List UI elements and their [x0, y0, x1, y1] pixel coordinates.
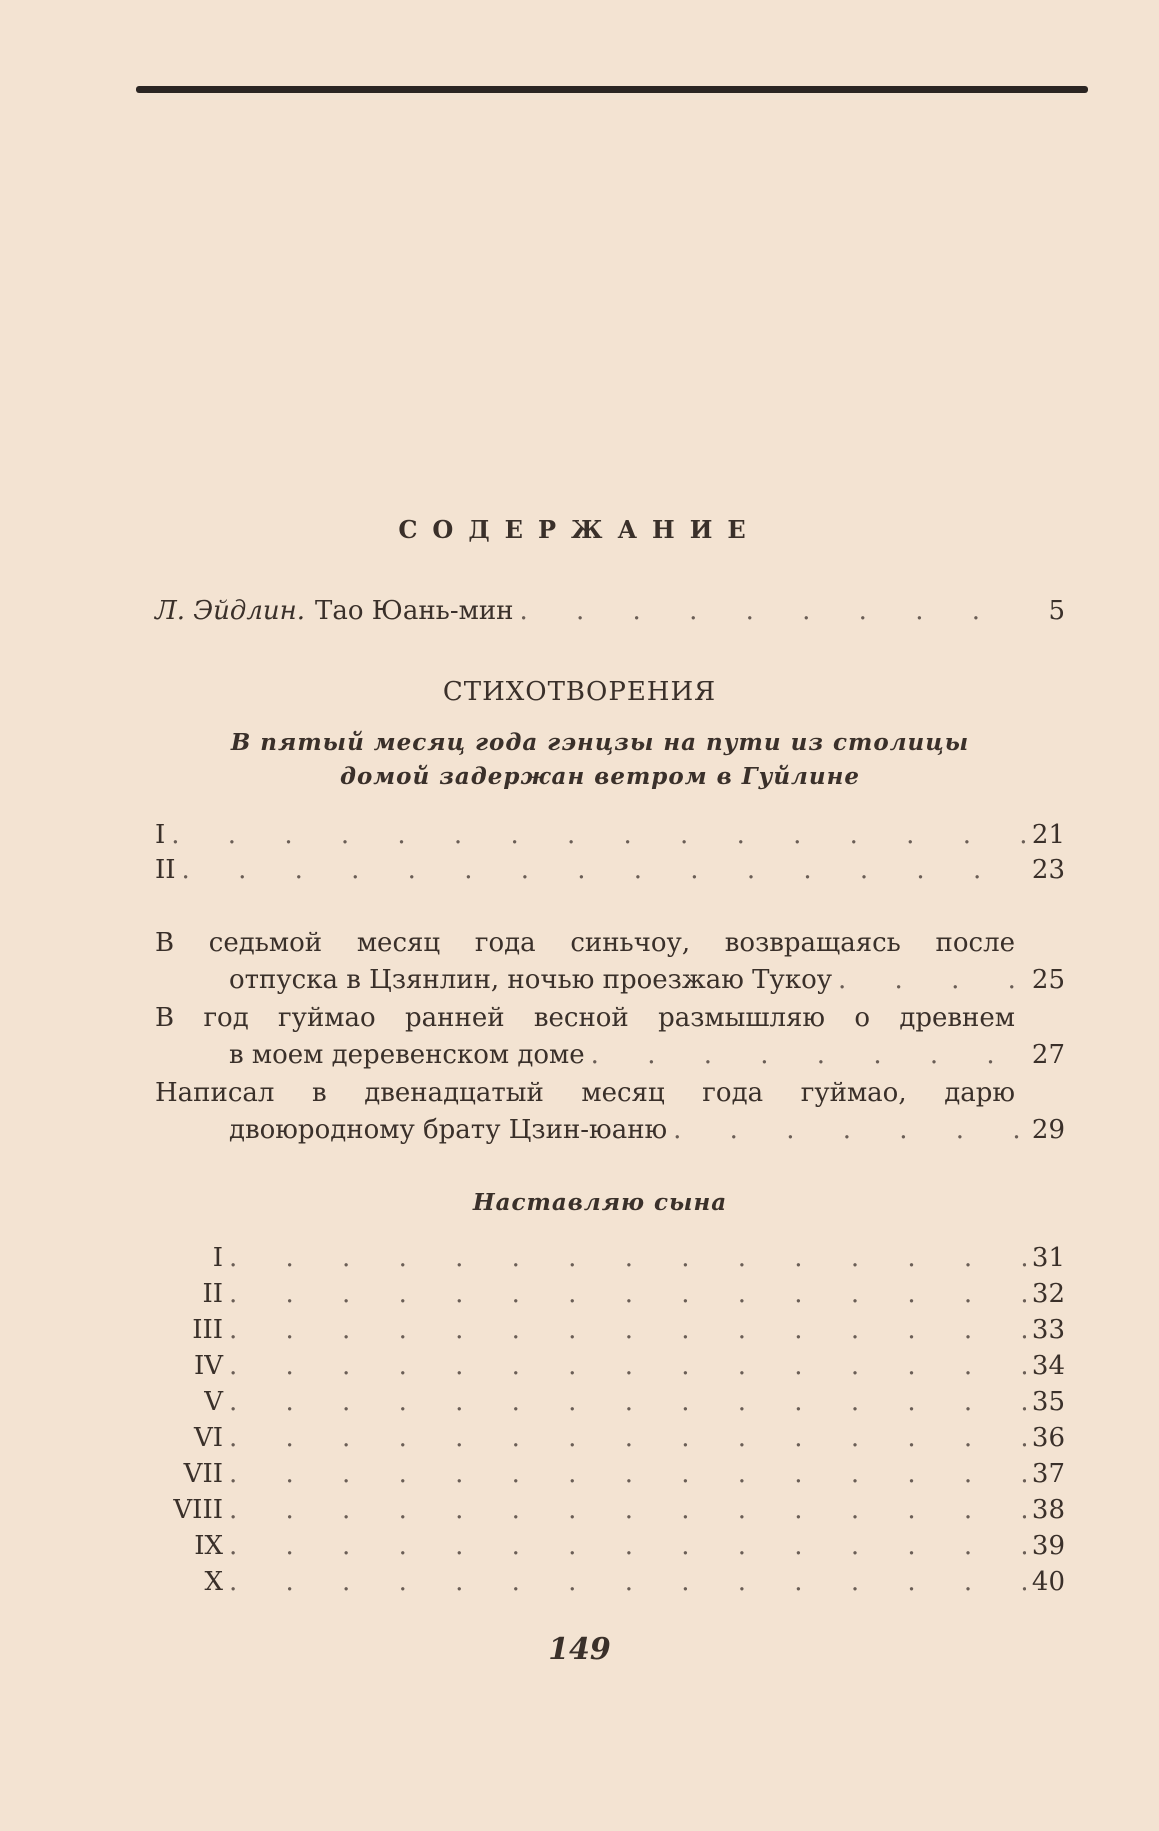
poem-title-line2-text: отпуска в Цзянлин, ночью проезжаю Тукоу — [229, 965, 833, 995]
leader-dots — [229, 1348, 1026, 1384]
toc-entry — [155, 1276, 1065, 1312]
page-number: 37 — [1031, 1459, 1065, 1489]
page-number: 31 — [1031, 1243, 1065, 1273]
toc-entry-intro — [155, 594, 1065, 628]
leader-dots — [673, 1112, 1026, 1149]
leader-dots — [838, 962, 1026, 999]
page-number: 35 — [1031, 1387, 1065, 1417]
toc-entry-poem — [155, 1000, 1065, 1074]
leader-dots — [229, 1456, 1026, 1492]
intro-author: Л. Эйдлин. — [155, 596, 306, 626]
page-number: 23 — [1031, 855, 1065, 885]
roman-numeral: V — [204, 1387, 223, 1417]
page-number: 29 — [1031, 1115, 1065, 1145]
poem-title-line2 — [155, 1112, 1065, 1149]
section-title: СТИХОТВОРЕНИЯ — [442, 677, 717, 707]
poem-title-line1: Написал в двенадцатый месяц года гуймао, дарю — [155, 1078, 1015, 1108]
roman-numeral: I — [212, 1243, 223, 1273]
toc-entry — [155, 818, 1065, 852]
roman-numeral: I — [155, 820, 166, 850]
roman-numeral: II — [202, 1279, 223, 1309]
toc-entry — [155, 1564, 1065, 1600]
leader-dots — [520, 594, 1028, 628]
toc-entry — [155, 1528, 1065, 1564]
page-number: 38 — [1031, 1495, 1065, 1525]
poem-title-line2 — [155, 962, 1065, 999]
leader-dots — [229, 1564, 1026, 1600]
poem-title-line2-text: двоюродному брату Цзин-юаню — [229, 1115, 668, 1145]
intro-title: Тао Юань-мин — [315, 596, 514, 626]
leader-dots — [182, 853, 1026, 887]
leader-dots — [229, 1312, 1026, 1348]
leader-dots — [591, 1037, 1026, 1074]
toc-entry-poem — [155, 1075, 1065, 1149]
roman-numeral: II — [155, 855, 176, 885]
roman-numeral: VIII — [173, 1495, 223, 1525]
cycle2-list — [155, 1240, 1065, 1600]
toc-entry — [155, 1456, 1065, 1492]
roman-numeral: X — [204, 1567, 223, 1597]
roman-numeral: IX — [194, 1531, 223, 1561]
cycle1-title — [150, 726, 1050, 794]
poem-title-line1: В седьмой месяц года синьчоу, возвращаясь после — [155, 928, 1015, 958]
poem-title-line2 — [155, 1037, 1065, 1074]
page-number: 40 — [1031, 1567, 1065, 1597]
leader-dots — [229, 1492, 1026, 1528]
folio-page-number: 149 — [548, 1632, 611, 1667]
toc-entry-poem — [155, 925, 1065, 999]
toc-entry — [155, 853, 1065, 887]
leader-dots — [229, 1276, 1026, 1312]
cycle1-title-line2: домой задержан ветром в Гуйлине — [339, 763, 861, 790]
roman-numeral: VII — [183, 1459, 223, 1489]
roman-numeral: VI — [193, 1423, 223, 1453]
roman-numeral: III — [192, 1315, 223, 1345]
leader-dots — [171, 818, 1026, 852]
toc-entry — [155, 1384, 1065, 1420]
poem-title-line1: В год гуймао ранней весной размышляю о древнем — [155, 1003, 1015, 1033]
page-heading: СОДЕРЖАНИЕ — [398, 515, 761, 544]
page-number: 5 — [1048, 596, 1065, 626]
top-rule — [136, 86, 1088, 93]
page-number: 39 — [1031, 1531, 1065, 1561]
poem-title-line2-text: в моем деревенском доме — [229, 1040, 585, 1070]
roman-numeral: IV — [193, 1351, 223, 1381]
page-number: 34 — [1031, 1351, 1065, 1381]
toc-entry — [155, 1312, 1065, 1348]
toc-entry — [155, 1420, 1065, 1456]
page-number: 33 — [1031, 1315, 1065, 1345]
toc-entry — [155, 1240, 1065, 1276]
leader-dots — [229, 1528, 1026, 1564]
page-number: 36 — [1031, 1423, 1065, 1453]
cycle1-title-line1: В пятый месяц года гэнцзы на пути из столицы — [230, 729, 970, 756]
page-number: 21 — [1031, 820, 1065, 850]
cycle2-title: Наставляю сына — [472, 1189, 728, 1216]
page-number: 25 — [1031, 965, 1065, 995]
toc-entry — [155, 1492, 1065, 1528]
leader-dots — [229, 1384, 1026, 1420]
toc-entry — [155, 1348, 1065, 1384]
page-number: 32 — [1031, 1279, 1065, 1309]
leader-dots — [229, 1420, 1026, 1456]
leader-dots — [229, 1240, 1026, 1276]
page-number: 27 — [1031, 1040, 1065, 1070]
